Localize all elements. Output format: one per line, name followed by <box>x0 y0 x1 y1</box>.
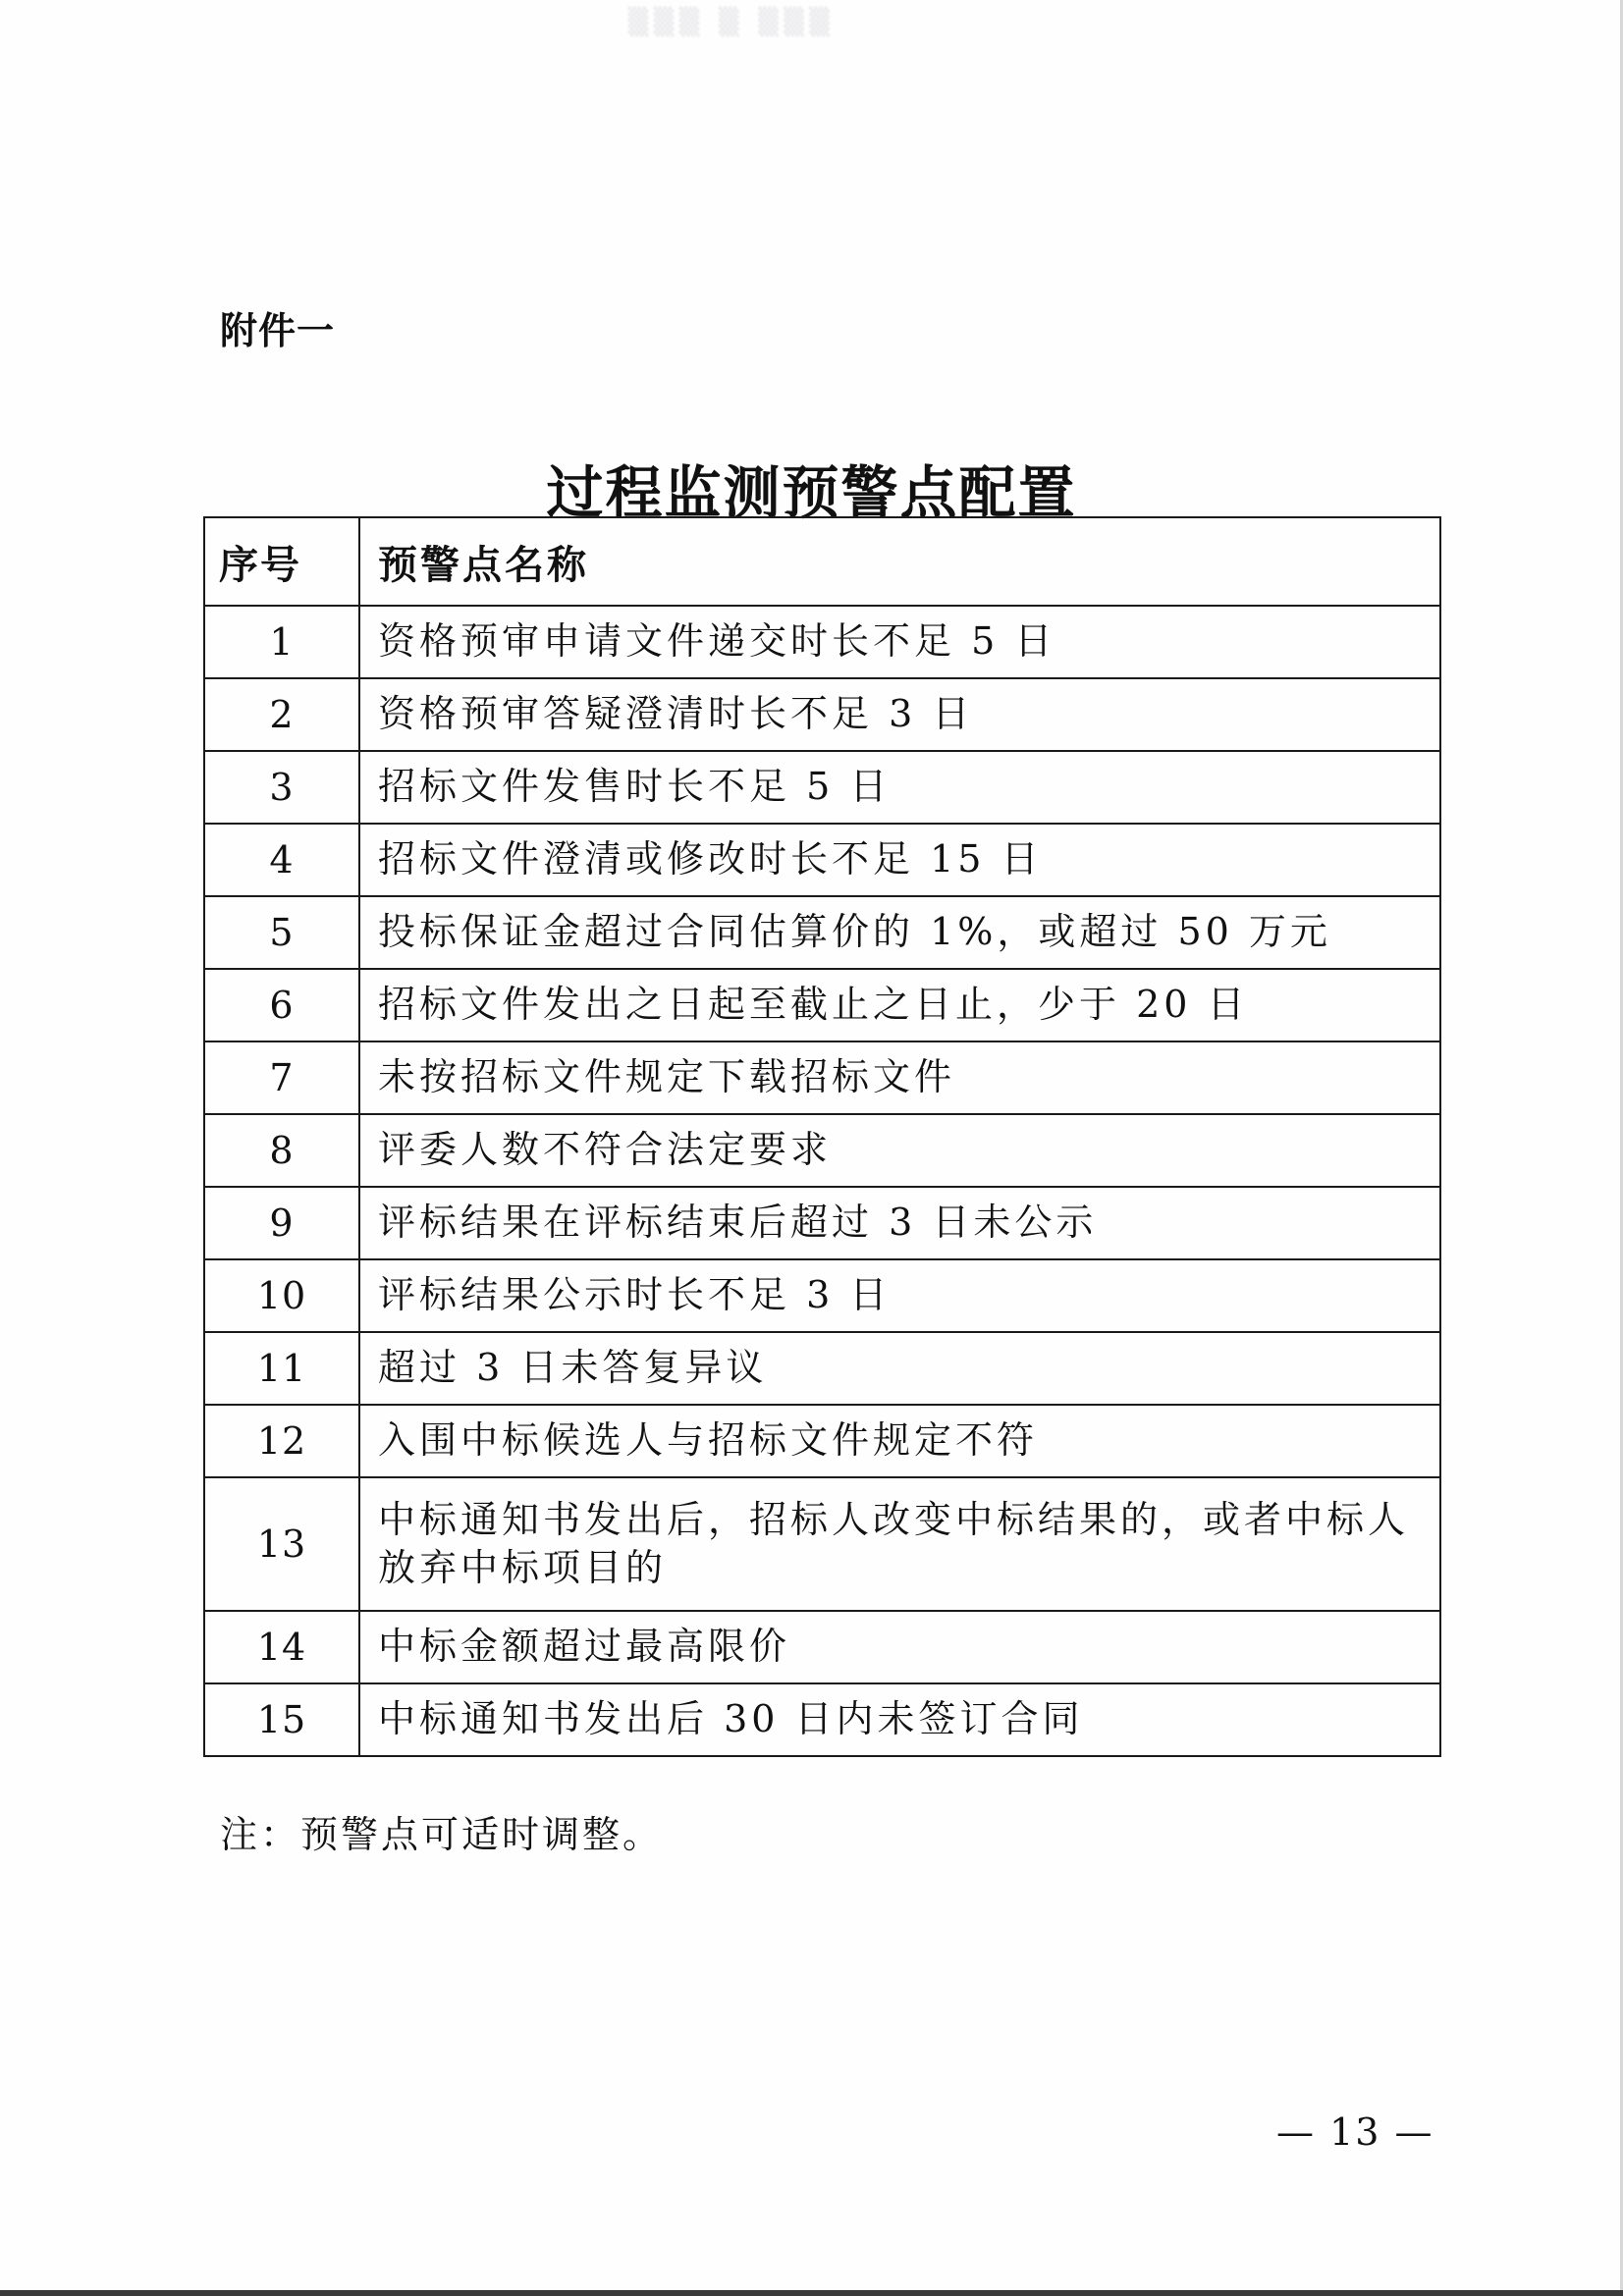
warning-point-name: 入围中标候选人与招标文件规定不符 <box>359 1405 1440 1477</box>
table-row <box>204 1683 1440 1756</box>
warning-point-name: 中标通知书发出后，招标人改变中标结果的，或者中标人放弃中标项目的 <box>359 1477 1440 1611</box>
row-number: 9 <box>204 1187 359 1259</box>
table-row <box>204 1259 1440 1332</box>
row-number: 5 <box>204 896 359 969</box>
warning-point-name: 未按招标文件规定下载招标文件 <box>359 1041 1440 1114</box>
page-number: — 13 — <box>1276 2110 1434 2154</box>
warning-point-name: 招标文件发售时长不足 5 日 <box>359 751 1440 824</box>
row-number: 1 <box>204 606 359 678</box>
table-row <box>204 751 1440 824</box>
table-row <box>204 1477 1440 1611</box>
row-number: 7 <box>204 1041 359 1114</box>
show-through-artifact: ▒▒▒ ▒ ▒▒▒ <box>628 8 836 37</box>
table-row <box>204 969 1440 1041</box>
table-row <box>204 896 1440 969</box>
table-row <box>204 1114 1440 1187</box>
warning-point-name: 评标结果在评标结束后超过 3 日未公示 <box>359 1187 1440 1259</box>
table-row <box>204 1041 1440 1114</box>
row-number: 12 <box>204 1405 359 1477</box>
scan-edge <box>0 2290 1623 2296</box>
column-header-number: 序号 <box>204 517 359 606</box>
row-number: 2 <box>204 678 359 751</box>
table-row <box>204 678 1440 751</box>
warning-point-name: 评标结果公示时长不足 3 日 <box>359 1259 1440 1332</box>
warning-point-name: 资格预审申请文件递交时长不足 5 日 <box>359 606 1440 678</box>
row-number: 14 <box>204 1611 359 1683</box>
table-row <box>204 824 1440 896</box>
table-row <box>204 1187 1440 1259</box>
row-number: 8 <box>204 1114 359 1187</box>
page-title: 过程监测预警点配置 <box>546 459 1077 526</box>
row-number: 15 <box>204 1683 359 1756</box>
warning-points-table <box>203 516 1441 1757</box>
row-number: 6 <box>204 969 359 1041</box>
warning-point-name: 投标保证金超过合同估算价的 1%，或超过 50 万元 <box>359 896 1440 969</box>
table-row <box>204 606 1440 678</box>
column-header-name: 预警点名称 <box>359 517 1440 606</box>
row-number: 4 <box>204 824 359 896</box>
warning-point-name: 超过 3 日未答复异议 <box>359 1332 1440 1405</box>
warning-point-name: 中标通知书发出后 30 日内未签订合同 <box>359 1683 1440 1756</box>
warning-point-name: 中标金额超过最高限价 <box>359 1611 1440 1683</box>
warning-point-name: 招标文件发出之日起至截止之日止，少于 20 日 <box>359 969 1440 1041</box>
warning-point-name: 招标文件澄清或修改时长不足 15 日 <box>359 824 1440 896</box>
row-number: 13 <box>204 1477 359 1611</box>
table-row <box>204 1332 1440 1405</box>
attachment-label: 附件一 <box>220 309 336 352</box>
warning-point-name: 评委人数不符合法定要求 <box>359 1114 1440 1187</box>
table-row <box>204 1405 1440 1477</box>
table-header-row <box>204 517 1440 606</box>
table-row <box>204 1611 1440 1683</box>
row-number: 11 <box>204 1332 359 1405</box>
warning-point-name: 资格预审答疑澄清时长不足 3 日 <box>359 678 1440 751</box>
row-number: 10 <box>204 1259 359 1332</box>
row-number: 3 <box>204 751 359 824</box>
table-note: 注：预警点可适时调整。 <box>220 1813 664 1856</box>
